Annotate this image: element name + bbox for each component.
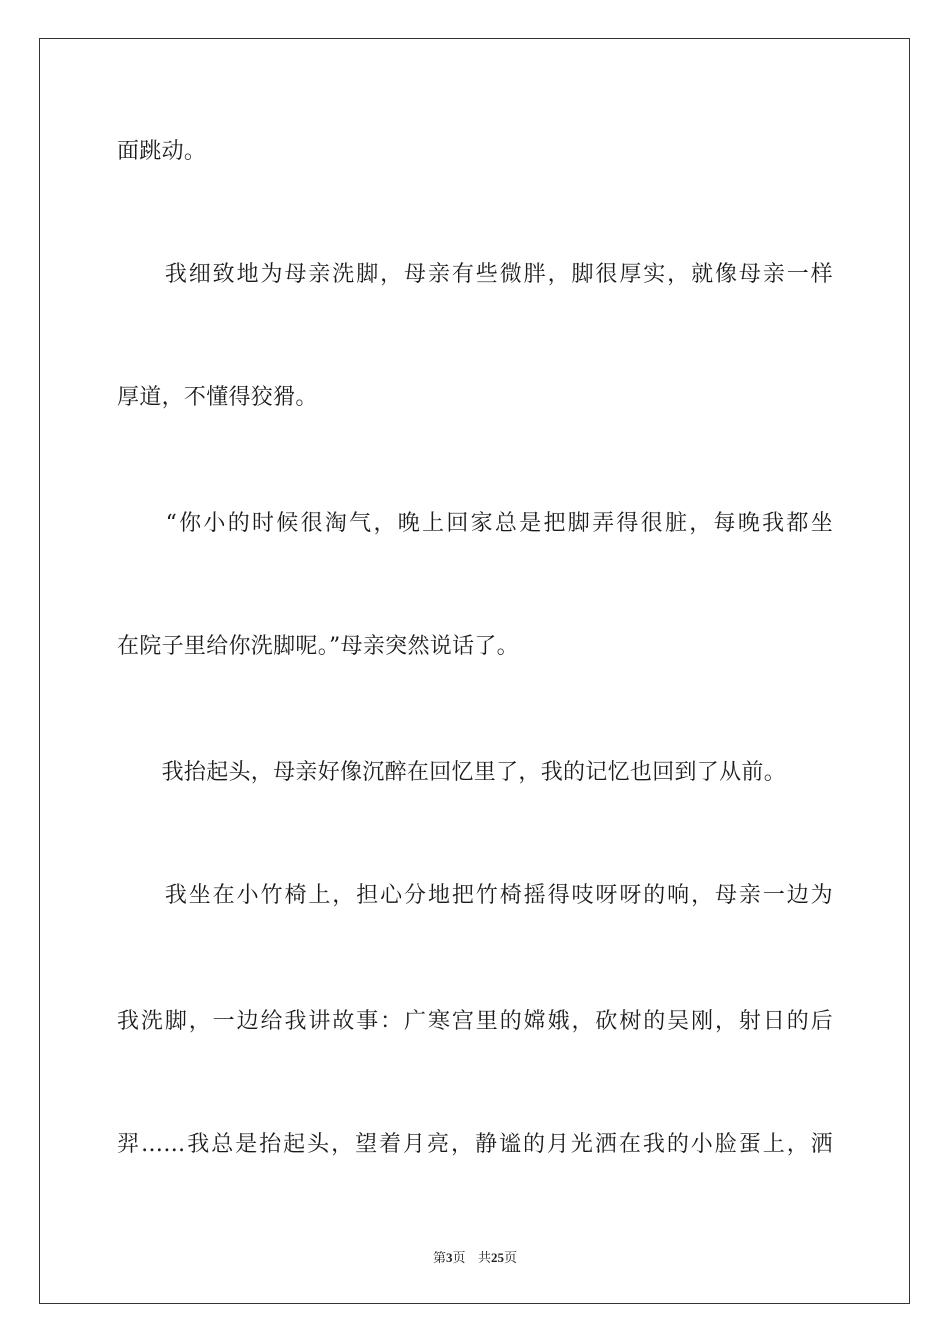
text-line-1: 面跳动。 xyxy=(117,139,207,164)
total-prefix: 共 xyxy=(477,1251,491,1266)
total-pages: 25 xyxy=(490,1250,504,1265)
text-line-2: 我细致地为母亲洗脚，母亲有些微胖，脚很厚实，就像母亲一样 xyxy=(117,262,833,287)
text-line-9: 羿……我总是抬起头，望着月亮，静谧的月光洒在我的小脸蛋上，洒 xyxy=(117,1132,833,1157)
text-line-6: 我抬起头，母亲好像沉醉在回忆里了，我的记忆也回到了从前。 xyxy=(117,760,787,785)
page-suffix: 页 xyxy=(452,1251,466,1266)
page-number: 3 xyxy=(446,1250,453,1265)
text-line-8: 我洗脚，一边给我讲故事：广寒宫里的嫦娥，砍树的吴刚，射日的后 xyxy=(117,1009,833,1034)
page-footer xyxy=(0,1247,950,1266)
text-line-3: 厚道，不懂得狡猾。 xyxy=(117,385,318,410)
text-line-7: 我坐在小竹椅上，担心分地把竹椅摇得吱呀呀的响，母亲一边为 xyxy=(117,883,833,908)
page-border xyxy=(39,38,910,1304)
total-suffix: 页 xyxy=(503,1251,517,1266)
text-line-5: 在院子里给你洗脚呢。”母亲突然说话了。 xyxy=(117,634,519,659)
text-line-4: “你小的时候很淘气，晚上回家总是把脚弄得很脏，每晚我都坐 xyxy=(117,511,833,536)
page-prefix: 第 xyxy=(433,1251,447,1266)
